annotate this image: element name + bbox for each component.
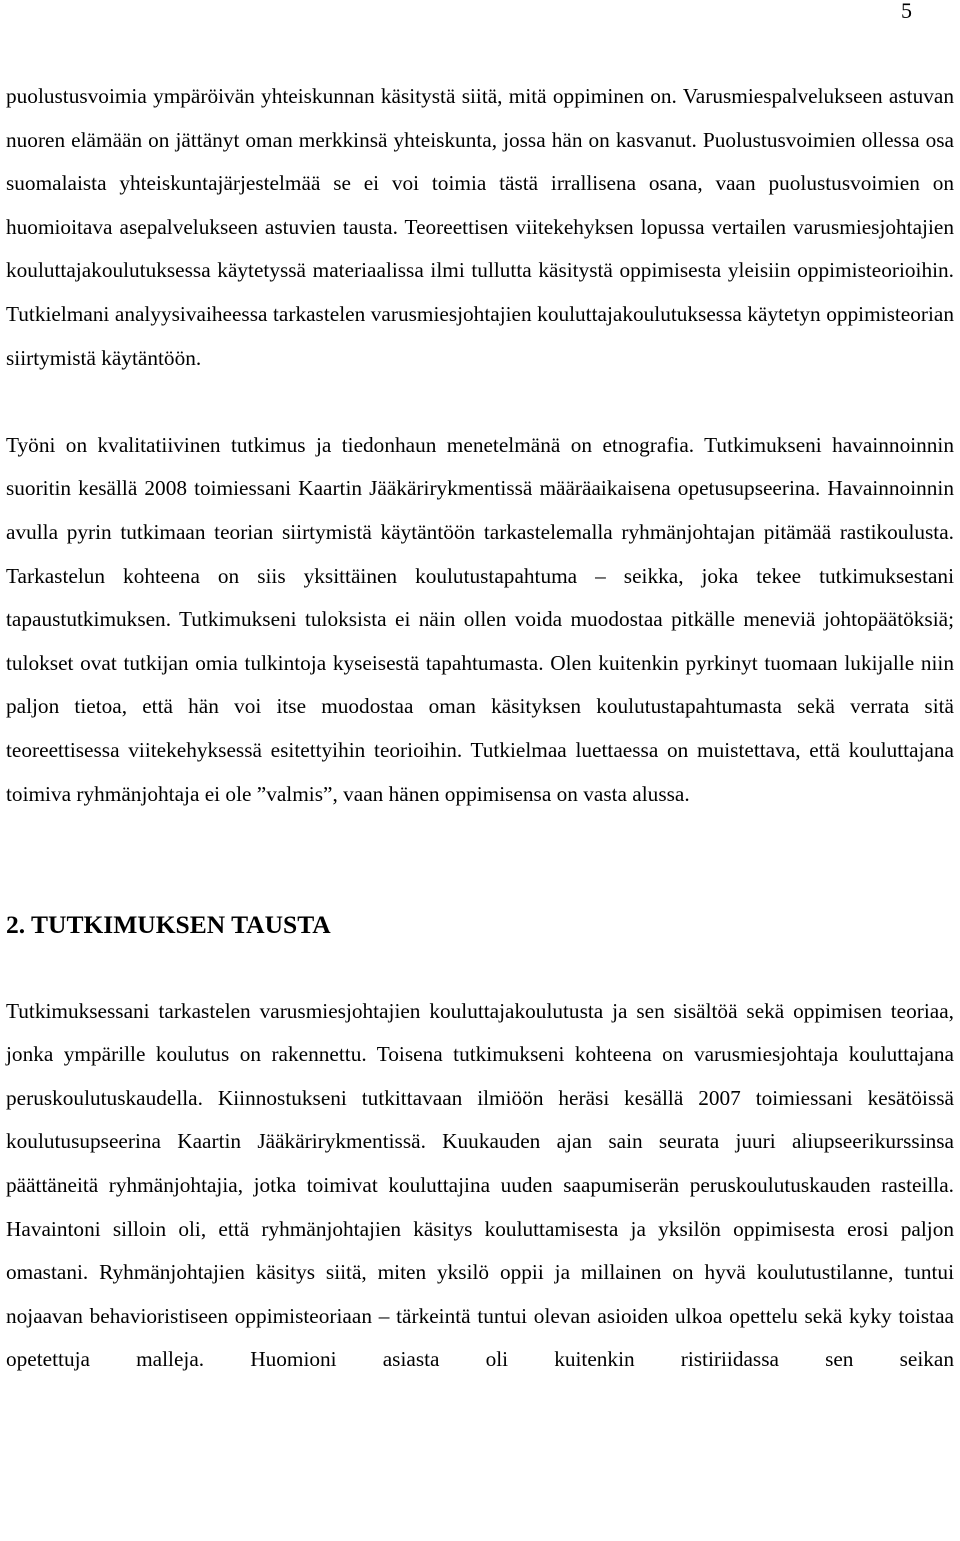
section-heading: 2. TUTKIMUKSEN TAUSTA <box>6 910 331 940</box>
paragraph-research-method: Työni on kvalitatiivinen tutkimus ja tiedonhaun menetelmänä on etnografia. Tutkimukseni havainnoinnin suoritin kesällä 2008 toimiessani Kaartin Jääkärirykmentissä määräaikaisena opetusupseerina. Havainnoinnin avulla pyrin tutkimaan teorian siirtymistä käytäntöön tarkastelemalla ryhmänjohtajan pitämää rastikoulusta. Tarkastelun kohteena on siis yksittäinen koulutustapahtuma – seikka, joka tekee tutkimuksestani tapaustutkimuksen. Tutkimukseni tuloksista ei näin ollen voida muodostaa pitkälle meneviä johtopäätöksiä; tulokset ovat tutkijan omia tulkintoja kyseisestä tapahtumasta. Olen kuitenkin pyrkinyt tuomaan lukijalle niin paljon tietoa, että hän voi itse muodostaa oman käsityksen koulutustapahtumasta sekä verrata sitä teoreettisessa viitekehyksessä esitettyihin teorioihin. Tutkielmaa luettaessa on muistettava, että kouluttajana toimiva ryhmänjohtaja ei ole ”valmis”, vaan hänen oppimisensa on vasta alussa. <box>6 432 954 806</box>
document-body <box>6 75 954 1382</box>
paragraph-theoretical-framework: puolustusvoimia ympäröivän yhteiskunnan käsitystä siitä, mitä oppiminen on. Varusmiespalvelukseen astuvan nuoren elämään on jättänyt oman merkkinsä yhteiskunta, jossa hän on kasvanut. Puolustusvoimien ollessa osa suomalaista yhteiskuntajärjestelmää se ei voi toimia tästä irrallisena osana, vaan puolustusvoimien on huomioitava asepalvelukseen astuvien tausta. Teoreettisen viitekehyksen lopussa vertailen varusmiesjohtajien kouluttajakoulutuksessa käytetyssä materiaalissa ilmi tullutta käsitystä oppimisesta yleisiin oppimisteorioihin. Tutkielmani analyysivaiheessa tarkastelen varusmiesjohtajien kouluttajakoulutuksessa käytetyn oppimisteorian siirtymistä käytäntöön. <box>6 84 954 370</box>
page-number: 5 <box>901 0 912 23</box>
paragraph-research-background: Tutkimuksessani tarkastelen varusmiesjohtajien kouluttajakoulutusta ja sen sisältöä sekä oppimisen teoriaa, jonka ympärille koulutus on rakennettu. Toisena tutkimukseni kohteena on varusmiesjohtaja kouluttajana peruskoulutuskaudella. Kiinnostukseni tutkittavaan ilmiöön heräsi kesällä 2007 toimiessani kesätöissä koulutusupseerina Kaartin Jääkärirykmentissä. Kuukauden ajan sain seurata juuri aliupseerikurssinsa päättäneitä ryhmänjohtajia, jotka toimivat kouluttajina uuden saapumiserän peruskoulutuskauden rasteilla. Havaintoni silloin oli, että ryhmänjohtajien käsitys kouluttamisesta ja yksilön oppimisesta erosi paljon omastani. Ryhmänjohtajien käsitys siitä, miten yksilö oppii ja millainen on hyvä koulutustilanne, tuntui nojaavan behavioristiseen oppimisteoriaan – tärkeintä tuntui olevan asioiden ulkoa opettelu sekä kyky toistaa opetettuja malleja. Huomioni asiasta oli kuitenkin ristiriidassa sen seikan <box>6 998 954 1372</box>
